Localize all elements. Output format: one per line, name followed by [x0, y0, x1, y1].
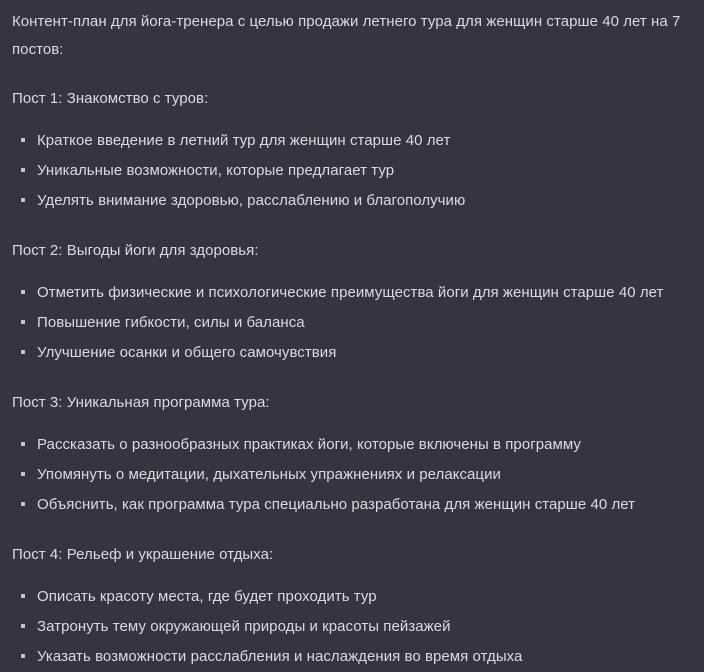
post-section-3: [0, 368, 704, 520]
post-bullet-list-1: [0, 113, 704, 216]
list-item-text: Рассказать о разнообразных практиках йоги, которые включены в программу: [37, 436, 581, 453]
list-item-text: Описать красоту места, где будет проходить тур: [37, 588, 377, 605]
post-bullet-list-3: [0, 417, 704, 520]
post-section-2: [0, 216, 704, 368]
list-item: [0, 338, 704, 368]
list-item-text: Краткое введение в летний тур для женщин старше 40 лет: [37, 132, 451, 149]
list-item: [0, 582, 704, 612]
list-item-text: Уникальные возможности, которые предлагает тур: [37, 162, 395, 179]
bullet-icon: [21, 594, 25, 598]
post-heading-4: Пост 4: Рельеф и украшение отдыха:: [12, 546, 274, 563]
bullet-icon: [21, 290, 25, 294]
bullet-icon: [21, 168, 25, 172]
bullet-icon: [21, 502, 25, 506]
list-item: [0, 430, 704, 460]
bullet-icon: [21, 654, 25, 658]
list-item: [0, 308, 704, 338]
bullet-icon: [21, 624, 25, 628]
list-item: [0, 278, 704, 308]
intro-paragraph: Контент-план для йога-тренера с целью продажи летнего тура для женщин старше 40 лет на 7 постов:: [12, 13, 681, 58]
list-item-text: Объяснить, как программа тура специально разработана для женщин старше 40 лет: [37, 496, 636, 513]
bullet-icon: [21, 138, 25, 142]
list-item: [0, 460, 704, 490]
post-heading-1: Пост 1: Знакомство с туров:: [12, 90, 209, 107]
list-item: [0, 490, 704, 520]
list-item-text: Отметить физические и психологические преимущества йоги для женщин старше 40 лет: [37, 284, 664, 301]
list-item: [0, 642, 704, 672]
post-section-1: [0, 64, 704, 216]
bullet-icon: [21, 350, 25, 354]
bullet-icon: [21, 442, 25, 446]
list-item-text: Затронуть тему окружающей природы и красоты пейзажей: [37, 618, 451, 635]
bullet-icon: [21, 472, 25, 476]
list-item-text: Повышение гибкости, силы и баланса: [37, 314, 305, 331]
post-heading-2: Пост 2: Выгоды йоги для здоровья:: [12, 242, 259, 259]
post-section-4: [0, 520, 704, 672]
post-bullet-list-2: [0, 265, 704, 368]
list-item-text: Уделять внимание здоровью, расслаблению и благополучию: [37, 192, 466, 209]
post-bullet-list-4: [0, 569, 704, 672]
list-item: [0, 156, 704, 186]
list-item-text: Улучшение осанки и общего самочувствия: [37, 344, 337, 361]
list-item-text: Указать возможности расслабления и наслаждения во время отдыха: [37, 648, 523, 665]
bullet-icon: [21, 198, 25, 202]
list-item: [0, 186, 704, 216]
bullet-icon: [21, 320, 25, 324]
list-item-text: Упомянуть о медитации, дыхательных упражнениях и релаксации: [37, 466, 501, 483]
list-item: [0, 126, 704, 156]
post-heading-3: Пост 3: Уникальная программа тура:: [12, 394, 270, 411]
list-item: [0, 612, 704, 642]
